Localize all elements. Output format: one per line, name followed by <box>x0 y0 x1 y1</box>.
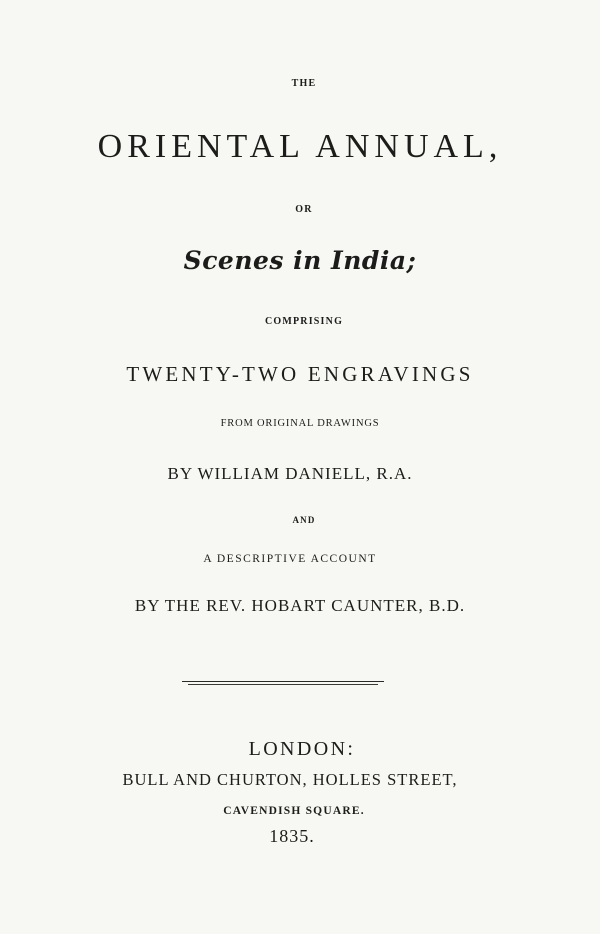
divider-rule-secondary <box>188 684 378 685</box>
divider-rule <box>182 681 384 682</box>
the-label: THE <box>291 78 317 89</box>
imprint-city: LONDON: <box>248 738 356 760</box>
book-subtitle: Scenes in India; <box>183 246 417 275</box>
imprint-publisher: BULL AND CHURTON, HOLLES STREET, <box>122 770 458 789</box>
or-label: OR <box>295 204 313 215</box>
imprint-year: 1835. <box>269 826 315 846</box>
and-label: AND <box>292 515 316 525</box>
author-line: BY THE REV. HOBART CAUNTER, B.D. <box>134 596 466 615</box>
illustrator-line: BY WILLIAM DANIELL, R.A. <box>167 464 413 483</box>
engravings-line: TWENTY-TWO ENGRAVINGS <box>126 362 474 386</box>
from-drawings-line: FROM ORIGINAL DRAWINGS <box>220 418 380 429</box>
descriptive-line: A DESCRIPTIVE ACCOUNT <box>203 553 377 565</box>
imprint-address: CAVENDISH SQUARE. <box>223 805 365 817</box>
comprising-label: COMPRISING <box>264 316 344 327</box>
book-title: ORIENTAL ANNUAL, <box>97 128 503 165</box>
